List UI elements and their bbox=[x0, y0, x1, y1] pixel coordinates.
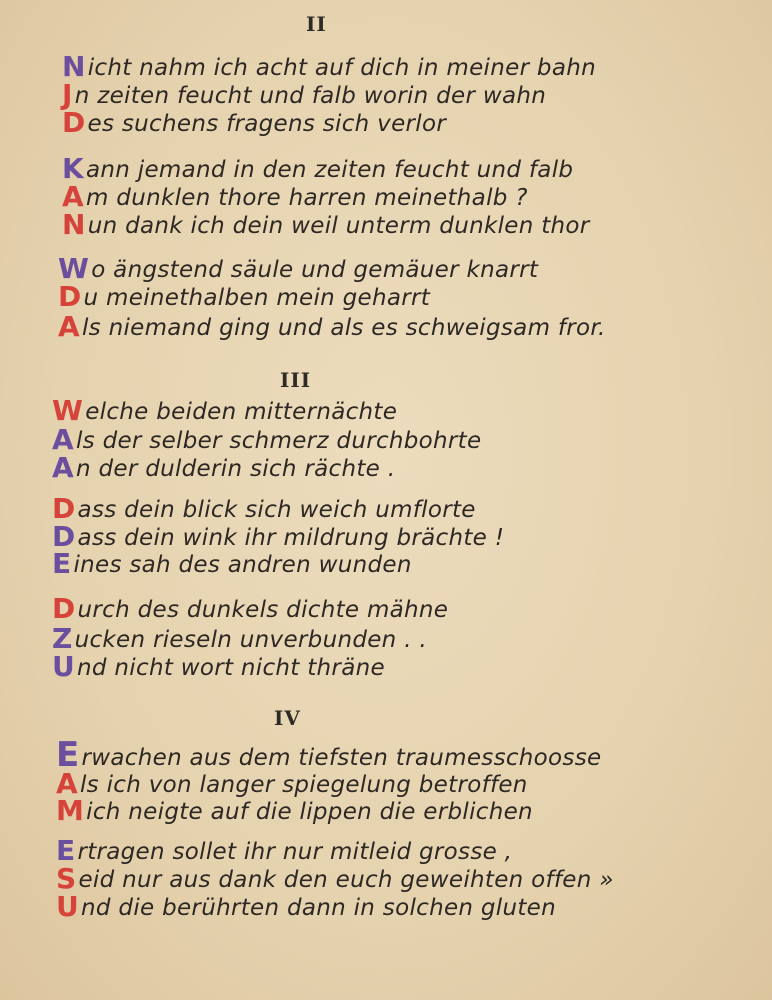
verse-line bbox=[52, 624, 427, 654]
verse-text: ls der selber schmerz durchbohrte bbox=[75, 428, 482, 454]
verse-text: un dank ich dein weil unterm dunklen thor bbox=[87, 213, 590, 239]
verse-text: u meinethalben mein geharrt bbox=[83, 285, 431, 311]
section-numeral: II bbox=[306, 12, 327, 36]
verse-line bbox=[52, 494, 476, 524]
verse-line bbox=[58, 254, 538, 284]
verse-line bbox=[56, 892, 556, 922]
verse-text: elche beiden mitternächte bbox=[85, 399, 398, 425]
verse-text: urch des dunkels dichte mähne bbox=[77, 597, 449, 623]
verse-text: ls ich von langer spiegelung betroffen bbox=[79, 772, 528, 798]
verse-text: nd nicht wort nicht thräne bbox=[77, 655, 385, 681]
verse-line bbox=[62, 108, 446, 138]
verse-text: rtragen sollet ihr nur mitleid grosse , bbox=[77, 839, 513, 865]
verse-initial: A bbox=[62, 180, 84, 213]
verse-initial: Z bbox=[52, 622, 73, 655]
verse-line bbox=[62, 154, 573, 184]
verse-text: nd die berührten dann in solchen gluten bbox=[81, 895, 557, 921]
verse-initial: K bbox=[62, 152, 84, 185]
verse-initial: N bbox=[62, 50, 86, 83]
verse-initial: S bbox=[56, 862, 77, 895]
verse-line bbox=[52, 396, 397, 426]
verse-text: n zeiten feucht und falb worin der wahn bbox=[74, 83, 547, 109]
verse-initial: W bbox=[52, 394, 84, 427]
verse-line bbox=[56, 864, 614, 894]
verse-initial: J bbox=[62, 78, 73, 111]
verse-line bbox=[62, 182, 528, 212]
verse-initial: U bbox=[52, 650, 76, 683]
verse-text: ines sah des andren wunden bbox=[73, 552, 412, 578]
verse-line bbox=[56, 769, 528, 799]
verse-text: o ängstend säule und gemäuer knarrt bbox=[91, 257, 539, 283]
verse-line bbox=[52, 594, 448, 624]
verse-text: eid nur aus dank den euch geweihten offen » bbox=[78, 867, 614, 893]
verse-line bbox=[58, 312, 606, 342]
verse-text: ls niemand ging und als es schweigsam fror. bbox=[81, 315, 606, 341]
section-numeral: III bbox=[280, 368, 312, 392]
verse-initial: N bbox=[62, 208, 86, 241]
verse-text: ann jemand in den zeiten feucht und falb bbox=[86, 157, 574, 183]
verse-initial: E bbox=[56, 834, 76, 867]
verse-initial: D bbox=[52, 520, 76, 553]
verse-initial: D bbox=[62, 106, 86, 139]
verse-text: es suchens fragens sich verlor bbox=[87, 111, 447, 137]
verse-text: m dunklen thore harren meinethalb ? bbox=[85, 185, 528, 211]
verse-text: n der dulderin sich rächte . bbox=[75, 456, 396, 482]
verse-initial: A bbox=[58, 310, 80, 343]
verse-line bbox=[52, 522, 504, 552]
verse-text: ich neigte auf die lippen die erblichen bbox=[86, 799, 533, 825]
verse-text: ass dein blick sich weich umflorte bbox=[77, 497, 476, 523]
verse-initial: M bbox=[56, 794, 85, 827]
verse-text: rwachen aus dem tiefsten traumesschoosse bbox=[81, 745, 602, 771]
verse-line bbox=[62, 210, 590, 240]
verse-line bbox=[56, 796, 533, 826]
verse-line bbox=[62, 52, 596, 82]
verse-line bbox=[56, 735, 602, 775]
verse-initial: D bbox=[52, 492, 76, 525]
verse-initial: A bbox=[52, 451, 74, 484]
verse-initial: D bbox=[58, 280, 82, 313]
verse-line bbox=[58, 282, 430, 312]
verse-initial: A bbox=[52, 423, 74, 456]
verse-initial: E bbox=[56, 735, 80, 775]
verse-line bbox=[52, 652, 385, 682]
verse-text: icht nahm ich acht auf dich in meiner bahn bbox=[87, 55, 596, 81]
verse-text: ass dein wink ihr mildrung brächte ! bbox=[77, 525, 505, 551]
section-numeral: IV bbox=[274, 706, 301, 730]
verse-initial: A bbox=[56, 767, 78, 800]
verse-line bbox=[52, 549, 412, 579]
verse-initial: E bbox=[52, 547, 72, 580]
verse-initial: U bbox=[56, 890, 80, 923]
verse-line bbox=[52, 453, 395, 483]
verse-line bbox=[52, 425, 481, 455]
verse-initial: W bbox=[58, 252, 90, 285]
verse-text: ucken rieseln unverbunden . . bbox=[74, 627, 427, 653]
verse-line bbox=[56, 836, 512, 866]
verse-initial: D bbox=[52, 592, 76, 625]
verse-line bbox=[62, 80, 546, 110]
